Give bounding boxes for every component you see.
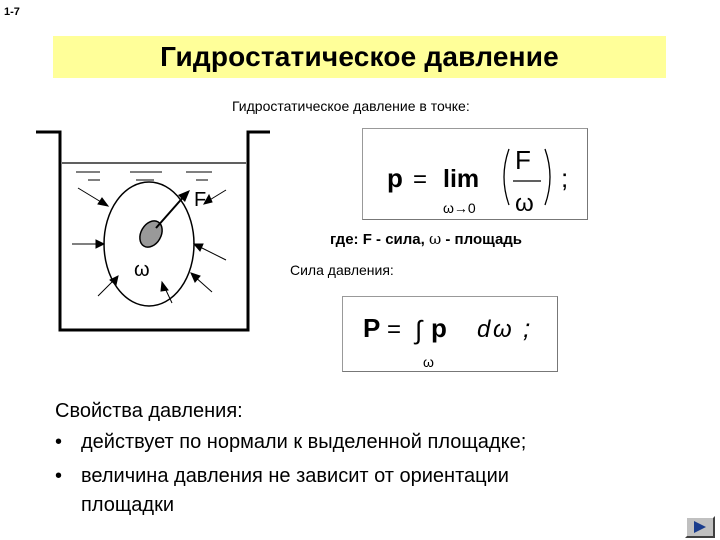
formula-box-pressure <box>362 128 588 220</box>
where-f: F <box>362 231 372 248</box>
where-prefix: где: <box>330 231 363 248</box>
formula-lhs: p <box>387 163 403 193</box>
list-item-text: действует по нормали к выделенной площадке; <box>81 431 527 453</box>
formula-numerator: F <box>515 145 531 175</box>
title-banner <box>53 36 666 78</box>
where-w-desc: - площадь <box>441 231 523 248</box>
water-surface-marks <box>76 172 212 180</box>
slide-number: 1-7 <box>4 6 20 18</box>
formula2-integral: ∫ <box>415 315 423 345</box>
list-item <box>55 431 526 454</box>
force-label: F <box>194 189 207 211</box>
left-paren <box>504 149 509 205</box>
arrow-right-icon <box>692 520 708 534</box>
list-item <box>55 465 509 488</box>
bullet-marker: • <box>55 431 63 453</box>
formula2-sub: ω <box>423 354 434 370</box>
force-arrow <box>156 194 186 228</box>
subtitle: Гидростатическое давление в точке: <box>232 98 470 114</box>
formula2-w: ω <box>493 316 512 343</box>
next-slide-button[interactable] <box>685 516 715 538</box>
formula2-lhs: P <box>363 313 381 343</box>
formula-equals: = <box>413 166 428 193</box>
formula-limit-sub: ω→0 <box>443 200 476 216</box>
force-section-label: Сила давления: <box>290 262 394 278</box>
where-f-desc: - сила, <box>371 231 429 248</box>
page-title: Гидростатическое давление <box>160 41 559 72</box>
formula-force <box>343 297 557 371</box>
formula2-p: p <box>431 313 447 343</box>
right-paren <box>545 149 550 205</box>
formula2-end: ; <box>523 313 531 343</box>
properties-heading: Свойства давления: <box>55 400 243 422</box>
formula2-equals: = <box>387 316 402 343</box>
formula-denominator: ω <box>515 190 534 217</box>
formula-end: ; <box>561 163 569 193</box>
area-label: ω <box>134 259 150 281</box>
bullet-marker: • <box>55 465 63 487</box>
where-w: ω <box>428 230 442 248</box>
formula2-d: d <box>477 316 491 343</box>
formula-pressure <box>363 129 587 219</box>
tank-diagram <box>36 128 272 338</box>
where-text <box>330 230 522 248</box>
formula-box-force <box>342 296 558 372</box>
list-item-text: величина давления не зависит от ориентации <box>81 465 509 487</box>
list-item-continuation: площадки <box>81 494 175 516</box>
formula-lim: lim <box>443 165 480 193</box>
